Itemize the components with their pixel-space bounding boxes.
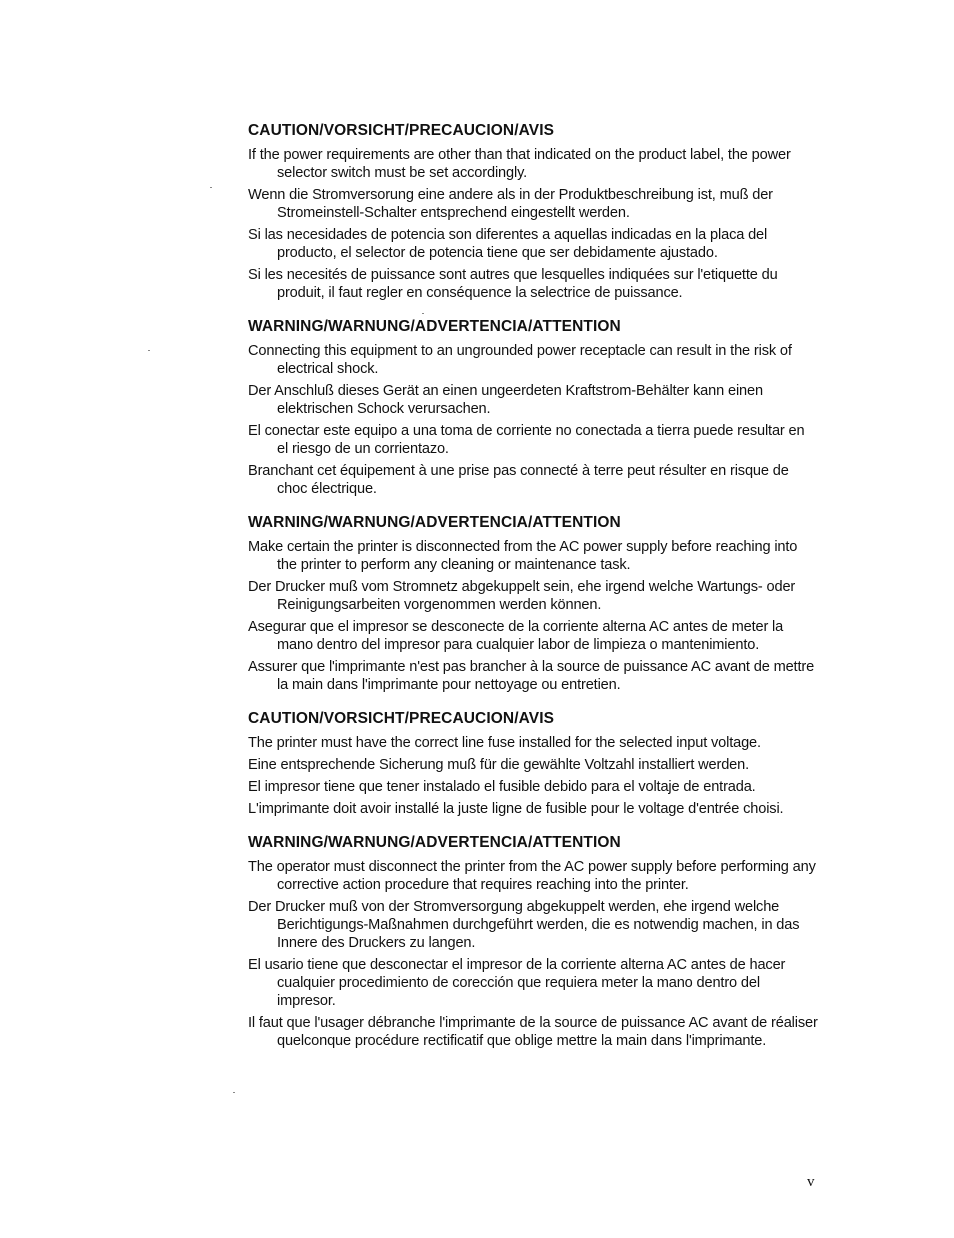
caution-section-power-selector	[248, 121, 818, 302]
paragraph-french: Il faut que l'usager débranche l'imprimante de la source de puissance AC avant de réaliser quelconque procédure rectificatif que oblige mettre la main dans l'imprimante.	[248, 1015, 818, 1049]
warning-section-disconnect-cleaning	[248, 513, 818, 694]
section-heading: CAUTION/VORSICHT/PRECAUCION/AVIS	[248, 122, 555, 139]
paragraph-english: The printer must have the correct line fuse installed for the selected input voltage.	[248, 735, 761, 751]
paragraph-german: Der Drucker muß von der Stromversorgung abgekuppelt werden, ehe irgend welche Berichtigungs-Maßnahmen durchgeführt werden, die es notwendig machen, in das Innere des Druckers zu langen.	[248, 899, 800, 951]
paragraph-spanish: Asegurar que el impresor se desconecte de la corriente alterna AC antes de meter la mano dentro del impresor para cualquier labor de limpieza o mantenimiento.	[248, 619, 784, 653]
page-number: v	[807, 1174, 815, 1190]
scan-speck	[233, 1092, 235, 1093]
section-heading: CAUTION/VORSICHT/PRECAUCION/AVIS	[248, 710, 555, 727]
paragraph-german: Wenn die Stromversorung eine andere als in der Produktbeschreibung ist, muß der Stromeinstell-Schalter entsprechend eingestellt werden.	[248, 187, 773, 221]
scan-speck	[210, 187, 212, 188]
document-body	[248, 121, 818, 1054]
paragraph-german: Der Anschluß dieses Gerät an einen ungeerdeten Kraftstrom-Behälter kann einen elektrischen Schock verursachen.	[248, 383, 763, 417]
paragraph-english: The operator must disconnect the printer from the AC power supply before performing any corrective action procedure that requires reaching into the printer.	[248, 859, 816, 893]
section-heading: WARNING/WARNUNG/ADVERTENCIA/ATTENTION	[248, 834, 621, 851]
paragraph-french: Branchant cet équipement à une prise pas connecté à terre peut résulter en risque de choc électrique.	[248, 463, 789, 497]
paragraph-german: Der Drucker muß vom Stromnetz abgekuppelt sein, ehe irgend welche Wartungs- oder Reinigungsarbeiten vorgenommen werden können.	[248, 579, 796, 613]
warning-section-ungrounded	[248, 317, 818, 498]
paragraph-spanish: Si las necesidades de potencia son diferentes a aquellas indicadas en la placa del producto, el selector de potencia tiene que ser debidamente ajustado.	[248, 227, 768, 261]
paragraph-french: L'imprimante doit avoir installé la juste ligne de fusible pour le voltage d'entrée choisi.	[248, 801, 784, 817]
paragraph-french: Assurer que l'imprimante n'est pas brancher à la source de puissance AC avant de mettre la main dans l'imprimante pour nettoyage ou entretien.	[248, 659, 815, 693]
paragraph-german: Eine entsprechende Sicherung muß für die gewählte Voltzahl installiert werden.	[248, 757, 749, 773]
section-heading: WARNING/WARNUNG/ADVERTENCIA/ATTENTION	[248, 318, 621, 335]
paragraph-spanish: El conectar este equipo a una toma de corriente no conectada a tierra puede resultar en el riesgo de un corrientazo.	[248, 423, 805, 457]
warning-section-corrective-action	[248, 833, 818, 1050]
caution-section-line-fuse	[248, 709, 818, 818]
paragraph-spanish: El impresor tiene que tener instalado el fusible debido para el voltaje de entrada.	[248, 779, 756, 795]
section-heading: WARNING/WARNUNG/ADVERTENCIA/ATTENTION	[248, 514, 621, 531]
paragraph-french: Si les necesités de puissance sont autres que lesquelles indiquées sur l'etiquette du produit, il faut regler en conséquence la selectrice de puissance.	[248, 267, 778, 301]
paragraph-spanish: El usario tiene que desconectar el impresor de la corriente alterna AC antes de hacer cualquier procedimiento de corección que requiera meter la mano dentro del impresor.	[248, 957, 786, 1009]
paragraph-english: If the power requirements are other than that indicated on the product label, the power selector switch must be set accordingly.	[248, 147, 791, 181]
scan-speck	[148, 350, 150, 351]
paragraph-english: Connecting this equipment to an ungrounded power receptacle can result in the risk of electrical shock.	[248, 343, 792, 377]
paragraph-english: Make certain the printer is disconnected from the AC power supply before reaching into the printer to perform any cleaning or maintenance task.	[248, 539, 798, 573]
scan-speck	[422, 313, 424, 314]
